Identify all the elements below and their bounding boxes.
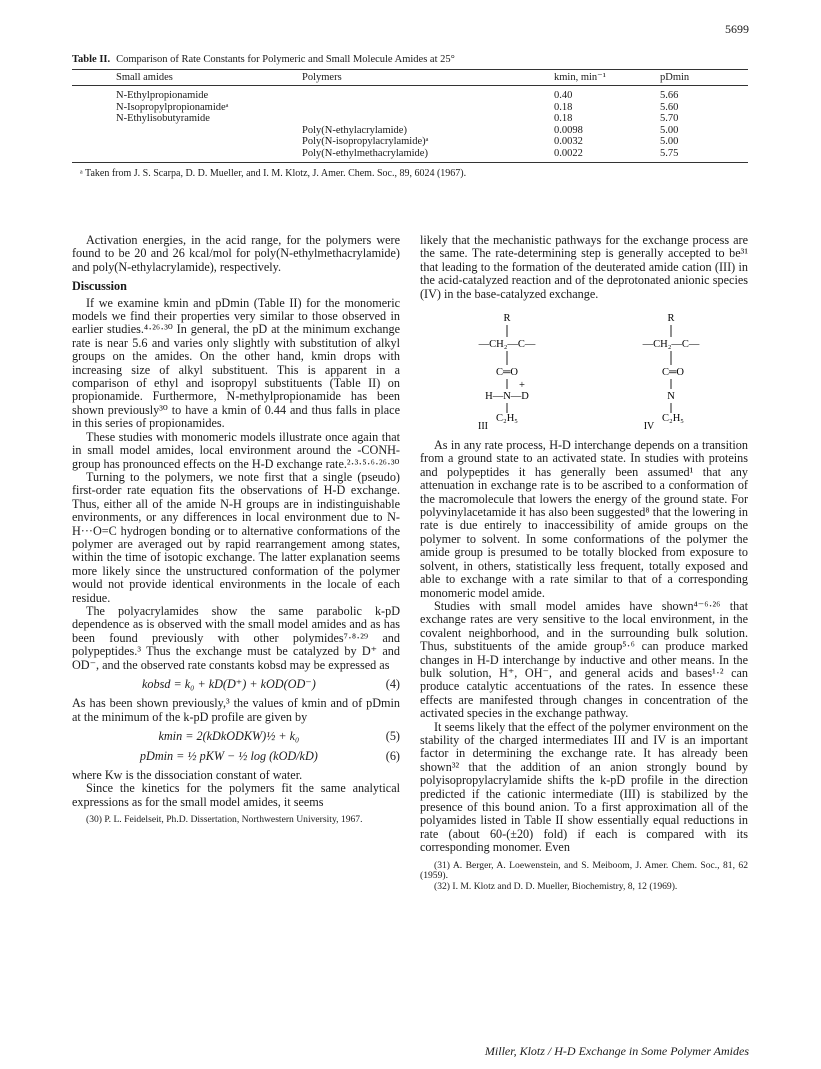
equation-body: kmin = 2(kDkODKW)½ + k₀ bbox=[158, 729, 300, 744]
reference-31: (31) A. Berger, A. Loewenstein, and S. Meiboom, J. Amer. Chem. Soc., 81, 62 (1959). bbox=[420, 859, 748, 882]
table-label: Table II. bbox=[72, 54, 111, 65]
references bbox=[72, 815, 400, 826]
cell-k: 0.0098 bbox=[554, 124, 583, 136]
equation-body: pDmin = ½ pKW − ½ log (kOD/kD) bbox=[139, 748, 318, 763]
cell-small: N-Ethylisobutyramide bbox=[116, 113, 210, 124]
cell-polymer: Poly(N-ethylacrylamide) bbox=[302, 124, 407, 136]
struct-iii-plus: + bbox=[519, 380, 525, 392]
cell-pd: 5.66 bbox=[660, 90, 679, 101]
cell-small: N-Isopropylpropionamideᵃ bbox=[116, 101, 229, 113]
table-row bbox=[72, 113, 748, 125]
table-row bbox=[72, 136, 748, 148]
paragraph: Since the kinetics for the polymers fit the same analytical expressions as for the small model amides, it seems bbox=[72, 781, 400, 809]
cell-k: 0.18 bbox=[554, 113, 573, 124]
table-ii bbox=[72, 54, 748, 179]
struct-iii-label: III bbox=[478, 421, 488, 430]
paragraph: As in any rate process, H-D interchange depends on a transition from a ground state to an activated state. In studies with proteins and polypeptides it has generally been assumed¹ that any attenuation in exchange rate is to be ascribed to a conformation of the macromolecule that lowers the energy of the ground state. For polyvinylacetamide it has also been suggested⁸ that the lowering in rate is due entirely to inaccessibility of amide groups on the polymer to solvent. In some conformations of the polymer the amide group is presumed to be totally blocked from exposure to solvent, in others, statistically less frequent, totally exposed and able to exchange with a rate similar to that of a corresponding monomeric model amide. bbox=[420, 438, 748, 600]
cell-small: N-Ethylpropionamide bbox=[116, 90, 209, 101]
struct-iii-nd: H—N—D bbox=[485, 391, 529, 403]
paragraph: where Kw is the dissociation constant of water. bbox=[72, 768, 303, 783]
table-title: Comparison of Rate Constants for Polymeric and Small Molecule Amides at 25° bbox=[116, 54, 455, 65]
header-small-amides: Small amides bbox=[116, 71, 173, 83]
header-pdmin: pDmin bbox=[660, 71, 690, 83]
cell-polymer bbox=[302, 113, 528, 125]
struct-iv-n: N bbox=[667, 391, 675, 403]
reference-30: (30) P. L. Feidelseit, Ph.D. Dissertation, Northwestern University, 1967. bbox=[86, 814, 363, 826]
paragraph: Turning to the polymers, we note first that a single (pseudo) first-order rate equation fits the observations of H-D exchange. Thus, either all of the amide N-H groups are in indistinguishable environments, or any differences in local environment due to N-H···O=C hydrogen bonding or to alternative conformations of the polymer are averaged out by rapid rearrangement among states, within the time of isotopic exchange. The latter explanation seems more likely since the unstructured conformation of the polymer would not provide identical environments in the locale of each residue. bbox=[72, 469, 400, 605]
paragraph: These studies with monomeric models illustrate once again that in small model amides, local environment around the -CONH- group has pronounced effects on the H-D exchange rate.²·³·⁵·⁶·²⁶·³⁰ bbox=[72, 429, 400, 471]
equation-5 bbox=[72, 730, 400, 743]
cell-polymer: Poly(N-ethylmethacrylamide) bbox=[302, 147, 428, 159]
references bbox=[420, 861, 748, 893]
paragraph: As has been shown previously,³ the values of kmin and of pDmin at the minimum of the k-pD profile are given by bbox=[72, 696, 400, 724]
cell-polymer bbox=[302, 102, 528, 114]
equation-body: kobsd = k₀ + kD(D⁺) + kOD(OD⁻) bbox=[142, 677, 316, 691]
paragraph: The polyacrylamides show the same parabolic k-pD dependence as is observed with the small model amides and as has been found previously with other polymides⁷·⁸·²⁹ and polypeptides.³ Thus the exchange must be catalyzed by D⁺ and OD⁻, and the observed rate constants kobsd may be expressed as bbox=[72, 603, 400, 672]
chemical-structures bbox=[420, 309, 748, 429]
cell-small bbox=[72, 136, 302, 148]
header-polymers: Polymers bbox=[302, 71, 342, 83]
equation-number: (4) bbox=[385, 677, 400, 691]
rate-constants-table bbox=[72, 69, 748, 163]
cell-small bbox=[72, 148, 302, 163]
cell-k: 0.40 bbox=[554, 90, 573, 101]
struct-iii-ethyl: C₂H₅ bbox=[496, 413, 518, 425]
reference-32: (32) I. M. Klotz and D. D. Mueller, Biochemistry, 8, 12 (1969). bbox=[434, 880, 678, 892]
struct-iii-co: C═O bbox=[495, 367, 519, 379]
cell-k: 0.0032 bbox=[554, 136, 583, 147]
header-kmin: kmin, min⁻¹ bbox=[554, 72, 606, 83]
struct-iv-ethyl: C₂H₅ bbox=[662, 413, 684, 425]
cell-polymer bbox=[302, 86, 528, 102]
page-number: 5699 bbox=[725, 22, 749, 36]
cell-pd: 5.00 bbox=[660, 136, 679, 147]
table-row bbox=[72, 86, 748, 102]
struct-iv-chain: —CH₂—C— bbox=[642, 339, 700, 351]
struct-iii-r: R bbox=[503, 313, 511, 325]
cell-pd: 5.75 bbox=[660, 147, 679, 159]
paragraph: Activation energies, in the acid range, for the polymers were found to be 20 and 26 kcal/mol for poly(N-ethylmethacrylamide) and poly(N-ethylacrylamide), respectively. bbox=[72, 233, 400, 274]
cell-k: 0.18 bbox=[554, 101, 573, 113]
running-footer: Miller, Klotz / H-D Exchange in Some Polymer Amides bbox=[484, 1044, 749, 1058]
equation-number: (5) bbox=[385, 729, 400, 744]
struct-iv-label: IV bbox=[643, 421, 655, 430]
equation-6 bbox=[72, 750, 400, 763]
struct-iii-chain: —CH₂—C— bbox=[478, 339, 536, 351]
table-header-row bbox=[72, 70, 748, 86]
structure-iv bbox=[611, 309, 721, 429]
paragraph: It seems likely that the effect of the polymer environment on the stability of the charged intermediates III and IV is an important factor in determining the exchange rate. It has already been shown³² that the addition of an anion strongly bound by polyisopropylacrylamide shifts the k-pD profile in the direction predicted if the cationic intermediate (III) is stabilized by the presence of this bound anion. To a first approximation all of the polyamides listed in Table II show essentially equal reductions in rate (about 60-(±20) fold) if each is compared with its corresponding monomer. Even bbox=[420, 719, 748, 855]
equation-number: (6) bbox=[385, 748, 400, 763]
left-column bbox=[72, 234, 400, 826]
cell-k: 0.0022 bbox=[554, 147, 583, 159]
paragraph: likely that the mechanistic pathways for the exchange process are the same. The rate-determining step is generally accepted to be³¹ that leading to the formation of the deuterated amide cation (III) in the acid-catalyzed reaction and of the deprotonated anionic species (IV) in the base-catalyzed exchange. bbox=[420, 233, 748, 301]
table-footnote: ᵃ Taken from J. S. Scarpa, D. D. Mueller, and I. M. Klotz, J. Amer. Chem. Soc., 89, 6024 (1967). bbox=[80, 168, 467, 179]
structure-iii bbox=[447, 309, 557, 429]
struct-iv-r: R bbox=[667, 313, 675, 325]
cell-small bbox=[72, 125, 302, 137]
table-row bbox=[72, 102, 748, 114]
equation-4 bbox=[72, 678, 400, 691]
section-heading: Discussion bbox=[72, 279, 127, 294]
right-column bbox=[420, 234, 748, 892]
paragraph: If we examine kmin and pDmin (Table II) for the monomeric models we find their properties very similar to those observed in earlier studies.⁴·²⁶·³⁰ In general, the pD at the minimum exchange rate is near 5.6 and varies only slightly with substitution of alkyl groups on the amides. On the other hand, kmin drops with increasing size of alkyl substituent. This is apparent in a comparison of ethyl and isopropyl substituents (Table II) on propionamide. Furthermore, N-methylpropionamide has been shown previously³⁰ to have a kmin of 0.44 and thus falls in place in this series of propionamides. bbox=[72, 295, 400, 431]
struct-iv-co: C═O bbox=[661, 367, 685, 379]
table-row bbox=[72, 125, 748, 137]
cell-pd: 5.60 bbox=[660, 101, 679, 113]
cell-pd: 5.70 bbox=[660, 113, 679, 124]
paragraph: Studies with small model amides have shown⁴⁻⁶·²⁶ that exchange rates are very sensitive to the local environment, in the covalent neighborhood, and in the surrounding bulk solution. Thus, substituents of the amide group⁵·⁶ can produce marked changes in H-D interchange by inductive and other means. In the bulk solution, H⁺, OH⁻, and general acids and bases¹·² can produce catalytic accentuations of the rates. In essence these effects are manifested through changes in concentration of the activated species in the exchange pathway. bbox=[420, 598, 748, 721]
table-caption bbox=[72, 54, 748, 65]
cell-pd: 5.00 bbox=[660, 124, 679, 136]
table-row bbox=[72, 148, 748, 163]
cell-polymer: Poly(N-isopropylacrylamide)ᵃ bbox=[302, 136, 429, 147]
